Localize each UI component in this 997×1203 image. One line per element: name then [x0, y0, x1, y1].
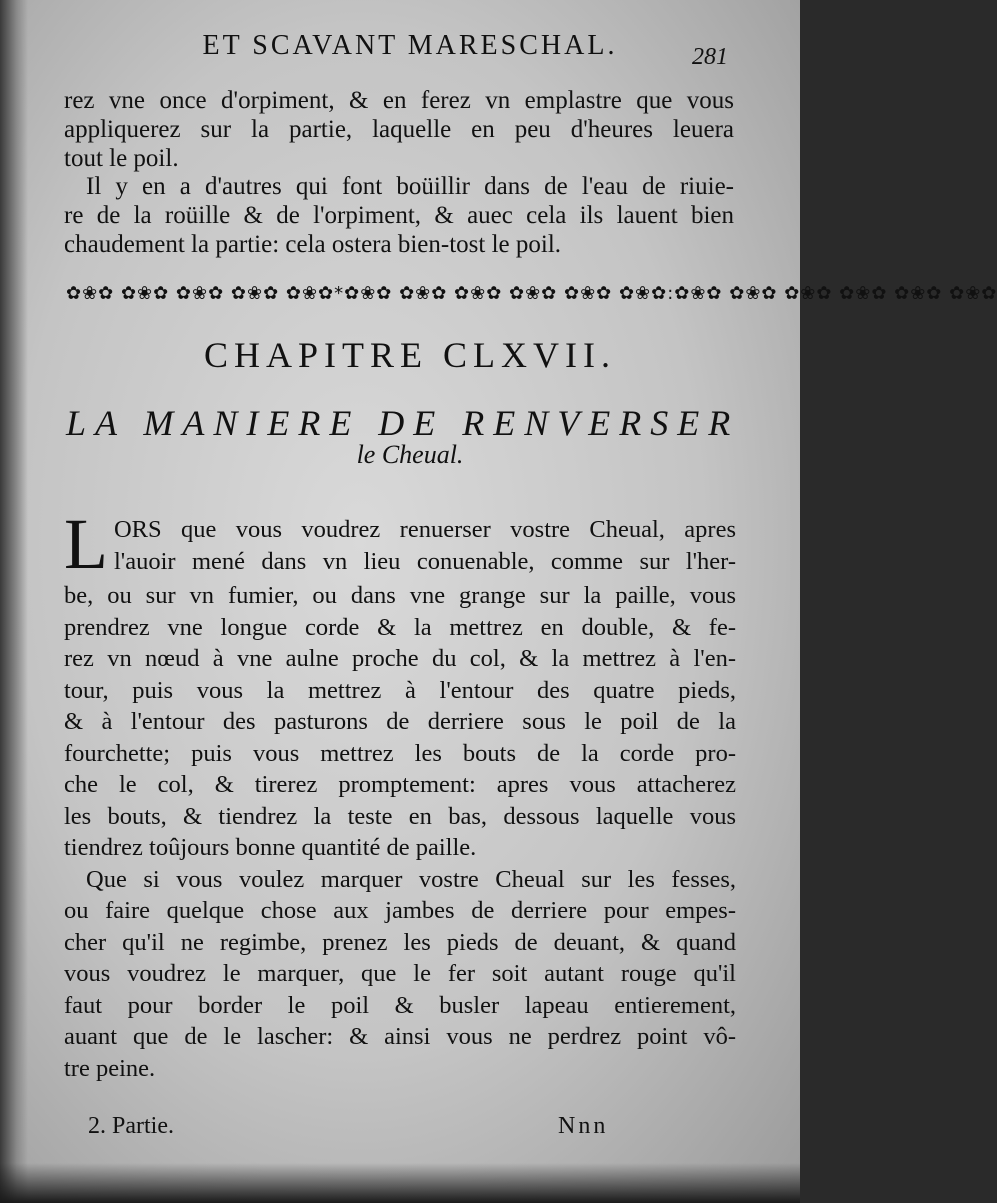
drop-cap: L [64, 504, 108, 584]
text-line: les bouts, & tiendrez la teste en bas, dessous laquelle vous [64, 802, 736, 830]
text-line: appliquerez sur la partie, laquelle en peu d'heures leuera [64, 116, 734, 143]
signature-mark: 2. Partie. [88, 1113, 174, 1139]
text-line: Il y en a d'autres qui font boüillir dans de l'eau de riuie- [86, 173, 734, 200]
text-line: be, ou sur vn fumier, ou dans vne grange sur la paille, vous [64, 582, 736, 609]
text-line: auant que de le lascher: & ainsi vous ne perdrez point vô- [64, 1023, 736, 1050]
text-line: tiendrez toûjours bonne quantité de paille. [64, 834, 477, 861]
gathering-mark: Nnn [558, 1113, 609, 1139]
text-line: rez vn nœud à vne aulne proche du col, & la mettrez à l'en- [64, 645, 736, 672]
text-line: tre peine. [64, 1054, 156, 1082]
text-line: l'auoir mené dans vn lieu conuenable, comme sur l'her- [113, 547, 736, 575]
text-line: tout le poil. [64, 145, 179, 172]
text-line: che le col, & tirerez promptement: apres vous attacherez [64, 771, 736, 798]
text-line: vous voudrez le marquer, que le fer soit autant rouge qu'il [64, 960, 736, 987]
chapter-heading: LA MANIERE DE RENVERSER [66, 403, 740, 443]
text-line: cher qu'il ne regimbe, prenez les pieds de deuant, & quand [64, 928, 736, 956]
chapter-title: CHAPITRE CLXVII. [204, 335, 616, 375]
chapter-subheading: le Cheual. [356, 440, 464, 469]
text-line: ORS que vous voudrez renuerser vostre Cheual, apres [113, 516, 736, 543]
text-line: faut pour border le poil & busler lapeau entierement, [64, 991, 736, 1019]
text-line: fourchette; puis vous mettrez les bouts de la corde pro- [64, 739, 736, 767]
text-line: & à l'entour des pasturons de derriere sous le poil de la [64, 708, 736, 735]
ornamental-rule: ✿❀✿ ✿❀✿ ✿❀✿ ✿❀✿ ✿❀✿*✿❀✿ ✿❀✿ ✿❀✿ ✿❀✿ ✿❀✿ ✿❀✿:✿❀✿ ✿❀✿ ✿❀✿ ✿❀✿ ✿❀✿ ✿❀✿ [66, 283, 997, 304]
text-line: tour, puis vous la mettrez à l'entour des quatre pieds, [64, 676, 736, 704]
text-line: chaudement la partie: cela ostera bien-tost le poil. [64, 231, 562, 258]
page-gutter-shadow [0, 0, 28, 1203]
text-line: Que si vous voulez marquer vostre Cheual sur les fesses, [86, 865, 736, 893]
page-number: 281 [692, 44, 728, 70]
text-line: re de la roüille & de l'orpiment, & auec cela ils lauent bien [64, 202, 734, 229]
text-line: ou faire quelque chose aux jambes de derriere pour empes- [64, 897, 736, 924]
text-line: prendrez vne longue corde & la mettrez en double, & fe- [64, 613, 736, 641]
text-line: rez vne once d'orpiment, & en ferez vn emplastre que vous [64, 87, 734, 114]
running-head: ET SCAVANT MARESCHAL. [202, 30, 618, 61]
paragraph-orpiment [64, 172, 734, 259]
page-bottom-shadow [0, 1163, 800, 1203]
continued-paragraph [64, 86, 734, 173]
chapter-body [64, 504, 736, 1084]
